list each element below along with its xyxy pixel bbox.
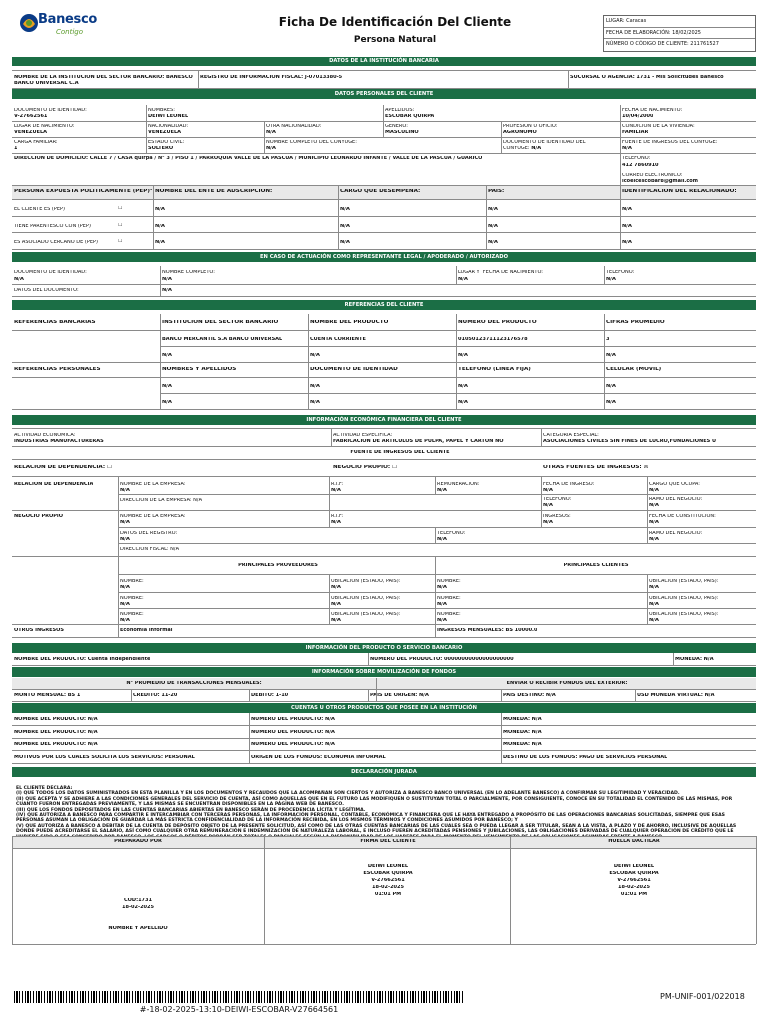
eco-ramo-label: RAMO DEL NEGOCIO: <box>649 531 703 536</box>
client-sig-line3: V-27662561 <box>371 878 405 883</box>
client-sig-line4: 18-02-2025 <box>372 885 404 890</box>
prep-cod: COD:1731 <box>124 898 152 903</box>
pep-na: N/A <box>488 240 498 245</box>
vivienda-value: FAMILIAR <box>622 130 649 135</box>
cli-ubic-label: UBICACIÓN (ESTADO, PAÍS): <box>649 612 719 617</box>
eco-emp-label: NOMBRE DE LA EMPRESA: <box>120 482 186 487</box>
eco-act-label: ACTIVIDAD ECONÓMICA: <box>14 433 76 438</box>
ref-bancarias-label: REFERENCIAS BANCARIAS <box>14 320 96 325</box>
eco-na: N/A <box>649 488 659 493</box>
ref-na: N/A <box>162 400 172 405</box>
ref-h-cif: CIFRAS PROMEDIO <box>606 320 665 325</box>
pep-na: N/A <box>340 224 350 229</box>
eco-rif-label: R.I.F: <box>331 482 344 487</box>
pep-na: N/A <box>340 240 350 245</box>
conyuge-label: NOMBRE COMPLETO DEL CÓNYUGE: <box>266 140 357 145</box>
mov-debito: DÉBITO: 1-10 <box>251 693 289 698</box>
mov-monto: MONTO MENSUAL: BS 1 <box>14 693 81 698</box>
rep-lugar-value: N/A <box>458 277 468 282</box>
pep-r1: EL CLIENTE ES (PEP) <box>14 207 66 212</box>
prod-numero: NÚMERO DEL PRODUCTO: 00000000000000000000 <box>370 657 514 662</box>
rep-nom-value: N/A <box>162 277 172 282</box>
decl-line: (V) QUE AUTORIZA A BANESCO A DEBITAR DE LA CUENTA DE DEPÓSITO OBJETO DE LA PRESENTE SOLICITUD, ASÍ COMO DE LAS OTRAS CUENTAS BANCARIAS DE LAS CUALES SEA O PUEDA LLEGAR A SER TITULAR, SEAN A LA VISTA, A PLAZO Y DE AHORRO, INCLUSIVE DE AQUELLAS DONDE PUEDE ACREDITARSE EL SALARIO, ASÍ COMO CUALQUIER OTRA REMUNERACIÓN E INDEMNIZACIÓN DE NATURALEZA LABORAL, E INCLUSO FUEREN ACREDITADAS PENSIONES Y JUBILACIONES, LAS OBLIGACIONES DERIVADAS DE CUALQUIER OPERACIÓN DE CRÉDITO QUE LE <box>16 823 737 835</box>
ref-h-tel: TELÉFONO (LÍNEA FIJA) <box>458 367 531 372</box>
pep-na: N/A <box>155 207 165 212</box>
mov-h1: N° PROMEDIO DE TRANSACCIONES MENSUALES: <box>126 681 262 686</box>
section-referencias: REFERENCIAS DEL CLIENTE <box>12 300 756 310</box>
prod-nombre: NOMBRE DEL PRODUCTO: Cuenta Independiente <box>14 657 151 662</box>
section-banco: DATOS DE LA INSTITUCIÓN BANCARIA <box>12 57 756 66</box>
doc-id-label: DOCUMENTO DE IDENTIDAD: <box>14 108 87 113</box>
cli-ubic-label: UBICACIÓN (ESTADO, PAÍS): <box>649 579 719 584</box>
pep-na: N/A <box>622 207 632 212</box>
prov-ubic-label: UBICACIÓN (ESTADO, PAÍS): <box>331 579 401 584</box>
pep-h5: IDENTIFICACIÓN DEL RELACIONADO: <box>622 189 737 194</box>
mov-destino: PAÍS DESTINO: N/A <box>503 693 556 698</box>
ref-personales-label: REFERENCIAS PERSONALES <box>14 367 101 372</box>
telefono-label: TELÉFONO: <box>622 156 651 161</box>
brand-tagline: Contigo <box>56 28 84 36</box>
pep-na: N/A <box>622 224 632 229</box>
pep-h2: NOMBRE DEL ENTE DE ADSCRIPCIÓN: <box>155 189 273 194</box>
eco-na: N/A <box>437 585 447 590</box>
doc-conyuge-label: DOCUMENTO DE IDENTIDAD DEL <box>503 140 586 145</box>
eco-na: N/A <box>331 585 341 590</box>
eco-na: N/A <box>437 488 447 493</box>
pep-na: N/A <box>622 240 632 245</box>
mov-credito: CRÉDITO: 11-20 <box>133 693 178 698</box>
eco-cli: PRINCIPALES CLIENTES <box>563 563 629 568</box>
ref-h-nom: NOMBRES Y APELLIDOS <box>162 367 237 372</box>
huella-line2: ESCOBAR QUIRPA <box>609 871 659 876</box>
meta-lugar: LUGAR: Caracas <box>604 16 755 28</box>
ref-h-inst: INSTITUCIÓN DEL SECTOR BANCARIO <box>162 320 279 325</box>
form-meta-box <box>603 15 756 52</box>
section-producto: INFORMACIÓN DEL PRODUCTO O SERVICIO BANCARIO <box>12 643 756 653</box>
eco-otras: OTRAS FUENTES DE INGRESOS: ☒ <box>543 465 649 470</box>
eco-na: N/A <box>437 537 447 542</box>
eco-na: N/A <box>649 503 659 508</box>
ref-na: N/A <box>162 384 172 389</box>
cli-ubic-label: UBICACIÓN (ESTADO, PAÍS): <box>649 596 719 601</box>
ref-cif1: 3 <box>606 337 610 342</box>
eco-na: N/A <box>437 618 447 623</box>
eco-neg-prop: NEGOCIO PROPIO: ☐ <box>333 465 398 470</box>
eco-esp-value: FABRICACIÓN DE ARTÍCULOS DE PULPA, PAPEL Y CARTÓN NO <box>333 439 504 444</box>
client-sig-line1: DEIWI LEONEL <box>367 864 409 869</box>
pep-r2: TIENE PARENTESCO CON (PEP) <box>14 224 91 229</box>
barcode-text: #-18-02-2025-13:10-DEIWI-ESCOBAR-V27664561 <box>139 1005 339 1014</box>
eco-rel-dep: RELACIÓN DE DEPENDENCIA: ☐ <box>14 465 113 470</box>
civil-label: ESTADO CIVIL: <box>148 140 185 145</box>
decl-line: (II) QUE ACEPTA Y SE ADHIERE A LAS CONDICIONES GENERALES DEL SERVICIO DE CUENTA, ASÍ COMO AQUELLAS QUE EN EL FUTURO LAS MODIFIQUEN O SUSTITUYAN TOTAL O PARCIALMENTE, POR CONSIGUIENTE, CONOCE EN SU TOTALIDAD EL CONTENIDO DE LAS MISMAS, POR CUANTO FUERON ENTREGADAS PREVIAMENTE, Y LAS MISMAS SE ENCUENTRAN DISPONIBLES EN LA PÁGINA WEB DE BANESCO. <box>16 796 733 808</box>
eco-oi-value: Economía informal <box>120 628 173 633</box>
banco-inst-label: NOMBRE DE LA INSTITUCIÓN DEL SECTOR BANCARIO: BANESCO <box>14 75 193 80</box>
ref-na: N/A <box>606 384 616 389</box>
decl-line: (I) QUE TODOS LOS DATOS SUMINISTRADOS EN ESTA PLANILLA Y EN LOS DOCUMENTOS Y RECAUDOS QUE LA ACOMPAÑAN SON CIERTOS Y AUTORIZA A BANESCO BANCO UNIVERSAL (EN LO ADELANTE BANESCO) A CONFIRMAR SU LEGITIMIDAD Y VERACIDAD. <box>16 791 680 797</box>
eco-na: N/A <box>331 618 341 623</box>
prov-nombre-label: NOMBRE: <box>120 596 144 601</box>
eco-na: N/A <box>649 602 659 607</box>
eco-esp-label: ACTIVIDAD ESPECÍFICA: <box>333 433 393 438</box>
eco-na: N/A <box>120 537 130 542</box>
eco-na: N/A <box>649 537 659 542</box>
prov-nombre-label: NOMBRE: <box>120 579 144 584</box>
genero-value: MASCULINO <box>385 130 419 135</box>
cuentas-mon: MONEDA: N/A <box>503 717 542 722</box>
eco-na: N/A <box>649 585 659 590</box>
eco-na: N/A <box>120 602 130 607</box>
ref-h-prod: NOMBRE DEL PRODUCTO <box>310 320 389 325</box>
section-economica: INFORMACIÓN ECONÓMICA FINANCIERA DEL CLIENTE <box>12 415 756 425</box>
lnac-value: VENEZUELA <box>14 130 48 135</box>
ref-na: N/A <box>310 384 320 389</box>
pep-h3: CARGO QUE DESEMPEÑA: <box>340 189 421 194</box>
mov-origen: PAÍS DE ORIGEN: N/A <box>370 693 429 698</box>
brand-name: Banesco <box>38 12 98 27</box>
profesion-value: AGRONOMO <box>503 130 537 135</box>
ref-na: N/A <box>310 353 320 358</box>
ref-h-cel: CELULAR (MÓVIL) <box>606 367 662 372</box>
banco-rif: REGISTRO DE INFORMACIÓN FISCAL: J-07013380-5 <box>200 75 343 80</box>
eco-reg-label: DATOS DEL REGISTRO: <box>120 531 178 536</box>
cuentas-mon: MONEDA: N/A <box>503 730 542 735</box>
ref-na: N/A <box>606 353 616 358</box>
eco-ing-mens: INGRESOS MENSUALES: BS 10000.0 <box>437 628 538 633</box>
cuentas-destino: DESTINO DE LOS FONDOS: PAGO DE SERVICIOS PERSONAL <box>503 755 668 760</box>
correo-label: CORREO ELECTRÓNICO: <box>622 173 683 178</box>
lnac-label: LUGAR DE NACIMIENTO: <box>14 124 75 129</box>
cli-nombre-label: NOMBRE: <box>437 596 461 601</box>
profesion-label: PROFESIÓN U OFICIO: <box>503 124 558 129</box>
firma-h3: HUELLA DACTILAR <box>608 839 660 844</box>
carga-value: 1 <box>14 146 18 151</box>
pep-r3-checkbox[interactable]: ☐ <box>118 239 123 244</box>
eco-na: N/A <box>331 602 341 607</box>
meta-fecha: FECHA DE ELABORACIÓN: 18/02/2025 <box>604 28 755 40</box>
vivienda-label: CONDICIÓN DE LA VIVIENDA: <box>622 124 695 129</box>
eco-ing-label: INGRESOS: <box>543 514 571 519</box>
client-sig-line5: 01:01 PM <box>374 892 402 897</box>
pep-na: N/A <box>488 224 498 229</box>
eco-rem-label: REMUNERACIÓN: <box>437 482 480 487</box>
firma-h2: FIRMA DEL CLIENTE <box>360 839 416 844</box>
cli-nombre-label: NOMBRE: <box>437 579 461 584</box>
firma-h1: PREPARADO POR <box>114 839 162 844</box>
telefono-value: 412 7860910 <box>622 163 659 168</box>
prep-fecha: 18-02-2025 <box>122 905 154 910</box>
eco-na: N/A <box>437 602 447 607</box>
eco-ramo-label: RAMO DEL NEGOCIO: <box>649 497 703 502</box>
fnac-label: FECHA DE NACIMIENTO: <box>622 108 683 113</box>
eco-na: N/A <box>120 618 130 623</box>
cuentas-num: NÚMERO DEL PRODUCTO: N/A <box>251 717 335 722</box>
eco-cargo-label: CARGO QUE OCUPA: <box>649 482 700 487</box>
huella-line1: DEIWI LEONEL <box>613 864 655 869</box>
carga-label: CARGA FAMILIAR: <box>14 140 58 145</box>
correo-value: lcoelcescobar8@gmail.com <box>622 179 698 184</box>
eco-fing-label: FECHA DE INGRESO: <box>543 482 595 487</box>
rep-doc-value: N/A <box>14 277 24 282</box>
fnac-value: 10/04/2000 <box>622 114 654 119</box>
eco-cat-label: CATEGORÍA ESPECIAL: <box>543 433 599 438</box>
eco-dir-emp: DIRECCIÓN DE LA EMPRESA: N/A <box>120 498 203 503</box>
pep-na: N/A <box>488 207 498 212</box>
banco-inst-value2: BANCO UNIVERSAL C.A <box>14 81 79 86</box>
cli-nombre-label: NOMBRE: <box>437 612 461 617</box>
banco-sucursal: SUCURSAL O AGENCIA: 1731 - Mis Solicitudes Banesco <box>570 75 724 80</box>
rep-lugar-label: LUGAR Y FECHA DE NACIMIENTO: <box>458 270 543 275</box>
prov-ubic-label: UBICACIÓN (ESTADO, PAÍS): <box>331 612 401 617</box>
form-code: PM-UNIF-001/022018 <box>660 992 745 1001</box>
civil-value: SOLTERO <box>148 146 174 151</box>
prod-moneda: MONEDA: N/A <box>675 657 714 662</box>
section-representante: EN CASO DE ACTUACIÓN COMO REPRESENTANTE LEGAL / APODERADO / AUTORIZADO <box>12 252 756 262</box>
eco-na: N/A <box>120 488 130 493</box>
mov-usd: USD MONEDA VIRTUAL: N/A <box>637 693 715 698</box>
rep-doc-label: DOCUMENTO DE IDENTIDAD: <box>14 270 87 275</box>
cuentas-nom: NOMBRE DEL PRODUCTO: N/A <box>14 717 98 722</box>
ref-na: N/A <box>162 353 172 358</box>
apellidos-value: ESCOBAR QUIRPA <box>385 114 435 119</box>
ref-prod1: CUENTA CORRIENTE <box>310 337 366 342</box>
pep-na: N/A <box>340 207 350 212</box>
nombres-value: DEIWI LEONEL <box>148 114 189 119</box>
section-personales: DATOS PERSONALES DEL CLIENTE <box>12 89 756 99</box>
eco-na: N/A <box>649 520 659 525</box>
cuentas-origen: ORIGEN DE LOS FONDOS: ECONOMÍA INFORMAL <box>251 755 386 760</box>
eco-na: N/A <box>331 520 341 525</box>
ref-h-num: NÚMERO DEL PRODUCTO <box>458 320 537 325</box>
pep-h1: PERSONA EXPUESTA POLÍTICAMENTE (PEP)¹: <box>14 189 155 194</box>
rep-datos-label: DATOS DEL DOCUMENTO: <box>14 288 79 293</box>
eco-na: N/A <box>649 618 659 623</box>
eco-fconst-label: FECHA DE CONSTITUCIÓN: <box>649 514 716 519</box>
meta-numero: NÚMERO O CÓDIGO DE CLIENTE: 211761527 <box>606 41 719 47</box>
form-subtitle: Persona Natural <box>353 35 437 45</box>
pep-r2-checkbox[interactable]: ☐ <box>118 223 123 228</box>
cuentas-mon: MONEDA: N/A <box>503 742 542 747</box>
mov-h2: ENVIAR O RECIBIR FONDOS DEL EXTERIOR: <box>506 681 628 686</box>
eco-na: N/A <box>120 520 130 525</box>
eco-rd-label: RELACIÓN DE DEPENDENCIA <box>14 482 94 487</box>
prov-ubic-label: UBICACIÓN (ESTADO, PAÍS): <box>331 596 401 601</box>
otra-nac-label: OTRA NACIONALIDAD: <box>266 124 322 129</box>
cuentas-nom: NOMBRE DEL PRODUCTO: N/A <box>14 742 98 747</box>
prep-nomape: NOMBRE Y APELLIDO <box>108 926 168 931</box>
banesco-logo-icon <box>18 12 40 34</box>
eco-na: N/A <box>543 488 553 493</box>
ref-na: N/A <box>310 400 320 405</box>
decl-line: (IV) QUE AUTORIZA A BANESCO PARA COMPARTIR E INTERCAMBIAR CON TERCERAS PERSONAS, LA INFORMACIÓN PERSONAL, CONTABLE, ECONÓMICA Y FINANCIERA QUE LE HAYA ENTREGADO A PROPÓSITO DE LAS OPERACIONES BANCARIAS SOLICITADAS, SIEMPRE QUE ESAS PERSONAS ASUMAN LA OBLIGACIÓN DE GUARDAR LA MÁS ESTRICTA CONFIDENCIALIDAD DE LA INFORMACIÓN RECIBIDA, EN LOS MISMOS TÉRMINOS Y CONDICIONES ASUMIDOS POR BANESCO; Y <box>16 813 725 824</box>
pep-r1-checkbox[interactable]: ☐ <box>118 206 123 211</box>
ref-h-doc: DOCUMENTO DE IDENTIDAD <box>310 367 398 372</box>
eco-prov: PRINCIPALES PROVEEDORES <box>238 563 318 568</box>
form-title: Ficha De Identificación Del Cliente <box>278 15 512 29</box>
eco-fuente: FUENTE DE INGRESOS DEL CLIENTE <box>350 450 450 455</box>
prov-nombre-label: NOMBRE: <box>120 612 144 617</box>
pep-na: N/A <box>155 224 165 229</box>
doc-conyuge-label2: CÓNYUGE: N/A <box>503 146 542 151</box>
nacionalidad-label: NACIONALIDAD: <box>148 124 189 129</box>
rep-nom-label: NOMBRE COMPLETO: <box>162 270 215 275</box>
fuente-conyuge-value: N/A <box>622 146 632 151</box>
rep-tel-value: N/A <box>606 277 616 282</box>
eco-tel-label: TELÉFONO: <box>543 497 572 502</box>
declaracion-jurada-text <box>16 786 752 840</box>
cuentas-motivos: MOTIVOS POR LOS CUALES SOLICITA LOS SERVICIOS: PERSONAL <box>14 755 195 760</box>
eco-na: N/A <box>120 585 130 590</box>
cuentas-nom: NOMBRE DEL PRODUCTO: N/A <box>14 730 98 735</box>
ref-num1: 01050123711123176578 <box>458 337 528 342</box>
cuentas-num: NÚMERO DEL PRODUCTO: N/A <box>251 730 335 735</box>
nacionalidad-value: VENEZUELA <box>148 130 182 135</box>
section-declaracion: DECLARACIÓN JURADA <box>12 767 756 777</box>
genero-label: GÉNERO: <box>385 124 408 129</box>
pep-h4: PAÍS: <box>488 189 505 194</box>
huella-line4: 18-02-2025 <box>618 885 650 890</box>
eco-oi-label: OTROS INGRESOS <box>14 628 64 633</box>
eco-tel-label: TELÉFONO: <box>437 531 466 536</box>
doc-id-value: V-27662561 <box>14 114 48 119</box>
ref-inst1: BANCO MERCANTIL S.A BANCO UNIVERSAL <box>162 337 283 342</box>
section-movilizacion: INFORMACIÓN SOBRE MOVILIZACIÓN DE FONDOS <box>12 667 756 677</box>
eco-cat-value: ASOCIACIONES CIVILES SIN FINES DE LUCRO,FUNDACIONES U <box>543 439 717 444</box>
huella-line5: 01:01 PM <box>620 892 648 897</box>
rep-datos-value: N/A <box>162 288 172 293</box>
otra-nac-value: N/A <box>266 130 276 135</box>
ref-na: N/A <box>606 400 616 405</box>
ref-na: N/A <box>458 400 468 405</box>
pep-r3: ES ASOCIADO CERCANO DE (PEP) <box>14 240 98 245</box>
client-sig-line2: ESCOBAR QUIRPA <box>363 871 413 876</box>
barcode <box>14 991 464 1003</box>
direccion: DIRECCIÓN DE DOMICILIO: CALLE 7 / CASA quirpa / N° 3 / PISO 1 / PARROQUIA VALLE DE LA PASCUA / MUNICIPIO LEONARDO INFANTE / VALLE DE LA PASCUA / GUARICO <box>14 156 483 161</box>
eco-rif-label: R.I.F: <box>331 514 344 519</box>
decl-line: (III) QUE LOS FONDOS DEPOSITADOS EN LAS CUENTAS BANCARIAS ABIERTAS EN BANESCO SERÁN DE PROCEDENCIA LÍCITA Y LEGÍTIMA. <box>16 807 366 813</box>
eco-na: N/A <box>543 520 553 525</box>
eco-emp-label: NOMBRE DE LA EMPRESA: <box>120 514 186 519</box>
apellidos-label: APELLIDOS: <box>385 108 415 113</box>
nombres-label: NOMBRES: <box>148 108 175 113</box>
ref-na: N/A <box>458 384 468 389</box>
ref-na: N/A <box>458 353 468 358</box>
fuente-conyuge-label: FUENTE DE INGRESOS DEL CÓNYUGE: <box>622 140 718 145</box>
rep-tel-label: TELÉFONO: <box>606 270 635 275</box>
pep-na: N/A <box>155 240 165 245</box>
eco-np-label: NEGOCIO PROPIO <box>14 514 64 519</box>
eco-na: N/A <box>543 503 553 508</box>
decl-line: EL CLIENTE DECLARA: <box>16 786 73 791</box>
section-cuentas: CUENTAS U OTROS PRODUCTOS QUE POSEE EN LA INSTITUCIÓN <box>12 703 756 713</box>
eco-act-value: INDUSTRIAS MANUFACTURERAS <box>14 439 104 444</box>
eco-na: N/A <box>331 488 341 493</box>
conyuge-value: N/A <box>266 146 276 151</box>
huella-line3: V-27662561 <box>617 878 651 883</box>
cuentas-num: NÚMERO DEL PRODUCTO: N/A <box>251 742 335 747</box>
eco-dirf: DIRECCIÓN FISCAL: N/A <box>120 547 180 552</box>
